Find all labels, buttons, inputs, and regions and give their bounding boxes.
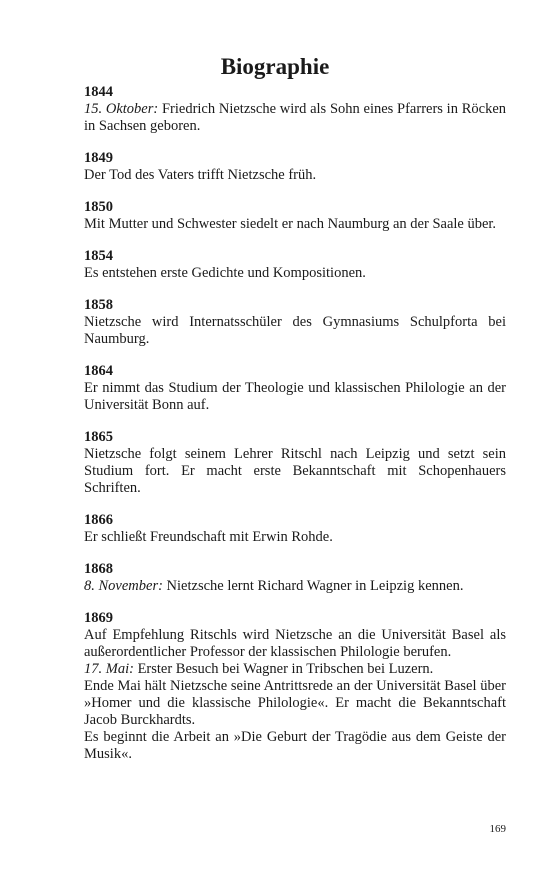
entry-body: Mit Mutter und Schwester siedelt er nach Naumburg an der Saale über.: [84, 216, 497, 232]
entry-1866: [84, 512, 506, 546]
entry-date: 15. Oktober:: [84, 101, 159, 117]
entry-date: 17. Mai:: [84, 661, 134, 677]
entry-year: 1869: [84, 610, 113, 626]
entry-text: [84, 529, 506, 546]
entry-1869: [84, 610, 506, 763]
entry-1868: [84, 561, 506, 595]
entry-1858: [84, 297, 506, 348]
entry-text: [84, 314, 506, 348]
biography-list: [84, 84, 506, 778]
entry-body: Erster Besuch bei Wagner in Tribschen bei Luzern.: [133, 661, 434, 677]
entry-text: [84, 265, 506, 282]
entry-year: 1865: [84, 429, 113, 445]
entry-body: Er nimmt das Studium der Theologie und klassischen Philologie an der Universität Bonn auf.: [84, 380, 506, 413]
entry-text: [84, 446, 506, 497]
entry-body: Nietzsche folgt seinem Lehrer Ritschl nach Leipzig und setzt sein Studium fort. Er macht erste Bekanntschaft mit Schopenhauers Schriften.: [84, 446, 506, 496]
entry-1849: [84, 150, 506, 184]
entry-body: Er schließt Freundschaft mit Erwin Rohde.: [84, 529, 333, 545]
entry-year: 1854: [84, 248, 113, 264]
entry-year: 1849: [84, 150, 113, 166]
entry-body: Es entstehen erste Gedichte und Kompositionen.: [84, 265, 366, 281]
entry-body: Der Tod des Vaters trifft Nietzsche früh.: [84, 167, 317, 183]
entry-text: [84, 216, 506, 233]
entry-text: [84, 627, 506, 661]
entry-body: Es beginnt die Arbeit an »Die Geburt der Tragödie aus dem Geiste der Musik«.: [84, 729, 506, 762]
entry-1854: [84, 248, 506, 282]
entry-text: [84, 578, 506, 595]
entry-text: [84, 678, 506, 729]
page-number: 169: [489, 823, 506, 835]
entry-year: 1864: [84, 363, 113, 379]
entry-body: Friedrich Nietzsche wird als Sohn eines Pfarrers in Röcken in Sachsen geboren.: [84, 101, 506, 134]
entry-text: [84, 167, 506, 184]
page-title: Biographie: [220, 54, 330, 79]
entry-body: Nietzsche wird Internatsschüler des Gymnasiums Schulpforta bei Naumburg.: [84, 314, 506, 347]
entry-text: [84, 380, 506, 414]
entry-year: 1858: [84, 297, 113, 313]
entry-year: 1868: [84, 561, 113, 577]
entry-1864: [84, 363, 506, 414]
entry-1865: [84, 429, 506, 497]
entry-body: Nietzsche lernt Richard Wagner in Leipzig kennen.: [162, 578, 464, 594]
entry-text: [84, 661, 506, 678]
entry-body: Ende Mai hält Nietzsche seine Antrittsrede an der Universität Basel über »Homer und die klassische Philologie«. Er macht die Bekanntschaft Jacob Burckhardts.: [84, 678, 506, 728]
entry-text: [84, 729, 506, 763]
entry-year: 1850: [84, 199, 113, 215]
entry-text: [84, 101, 506, 135]
entry-year: 1866: [84, 512, 113, 528]
entry-1844: [84, 84, 506, 135]
entry-date: 8. November:: [84, 578, 163, 594]
entry-1850: [84, 199, 506, 233]
entry-year: 1844: [84, 84, 113, 100]
entry-body: Auf Empfehlung Ritschls wird Nietzsche an die Universität Basel als außerordentlicher Professor der klassischen Philologie berufen.: [84, 627, 506, 660]
